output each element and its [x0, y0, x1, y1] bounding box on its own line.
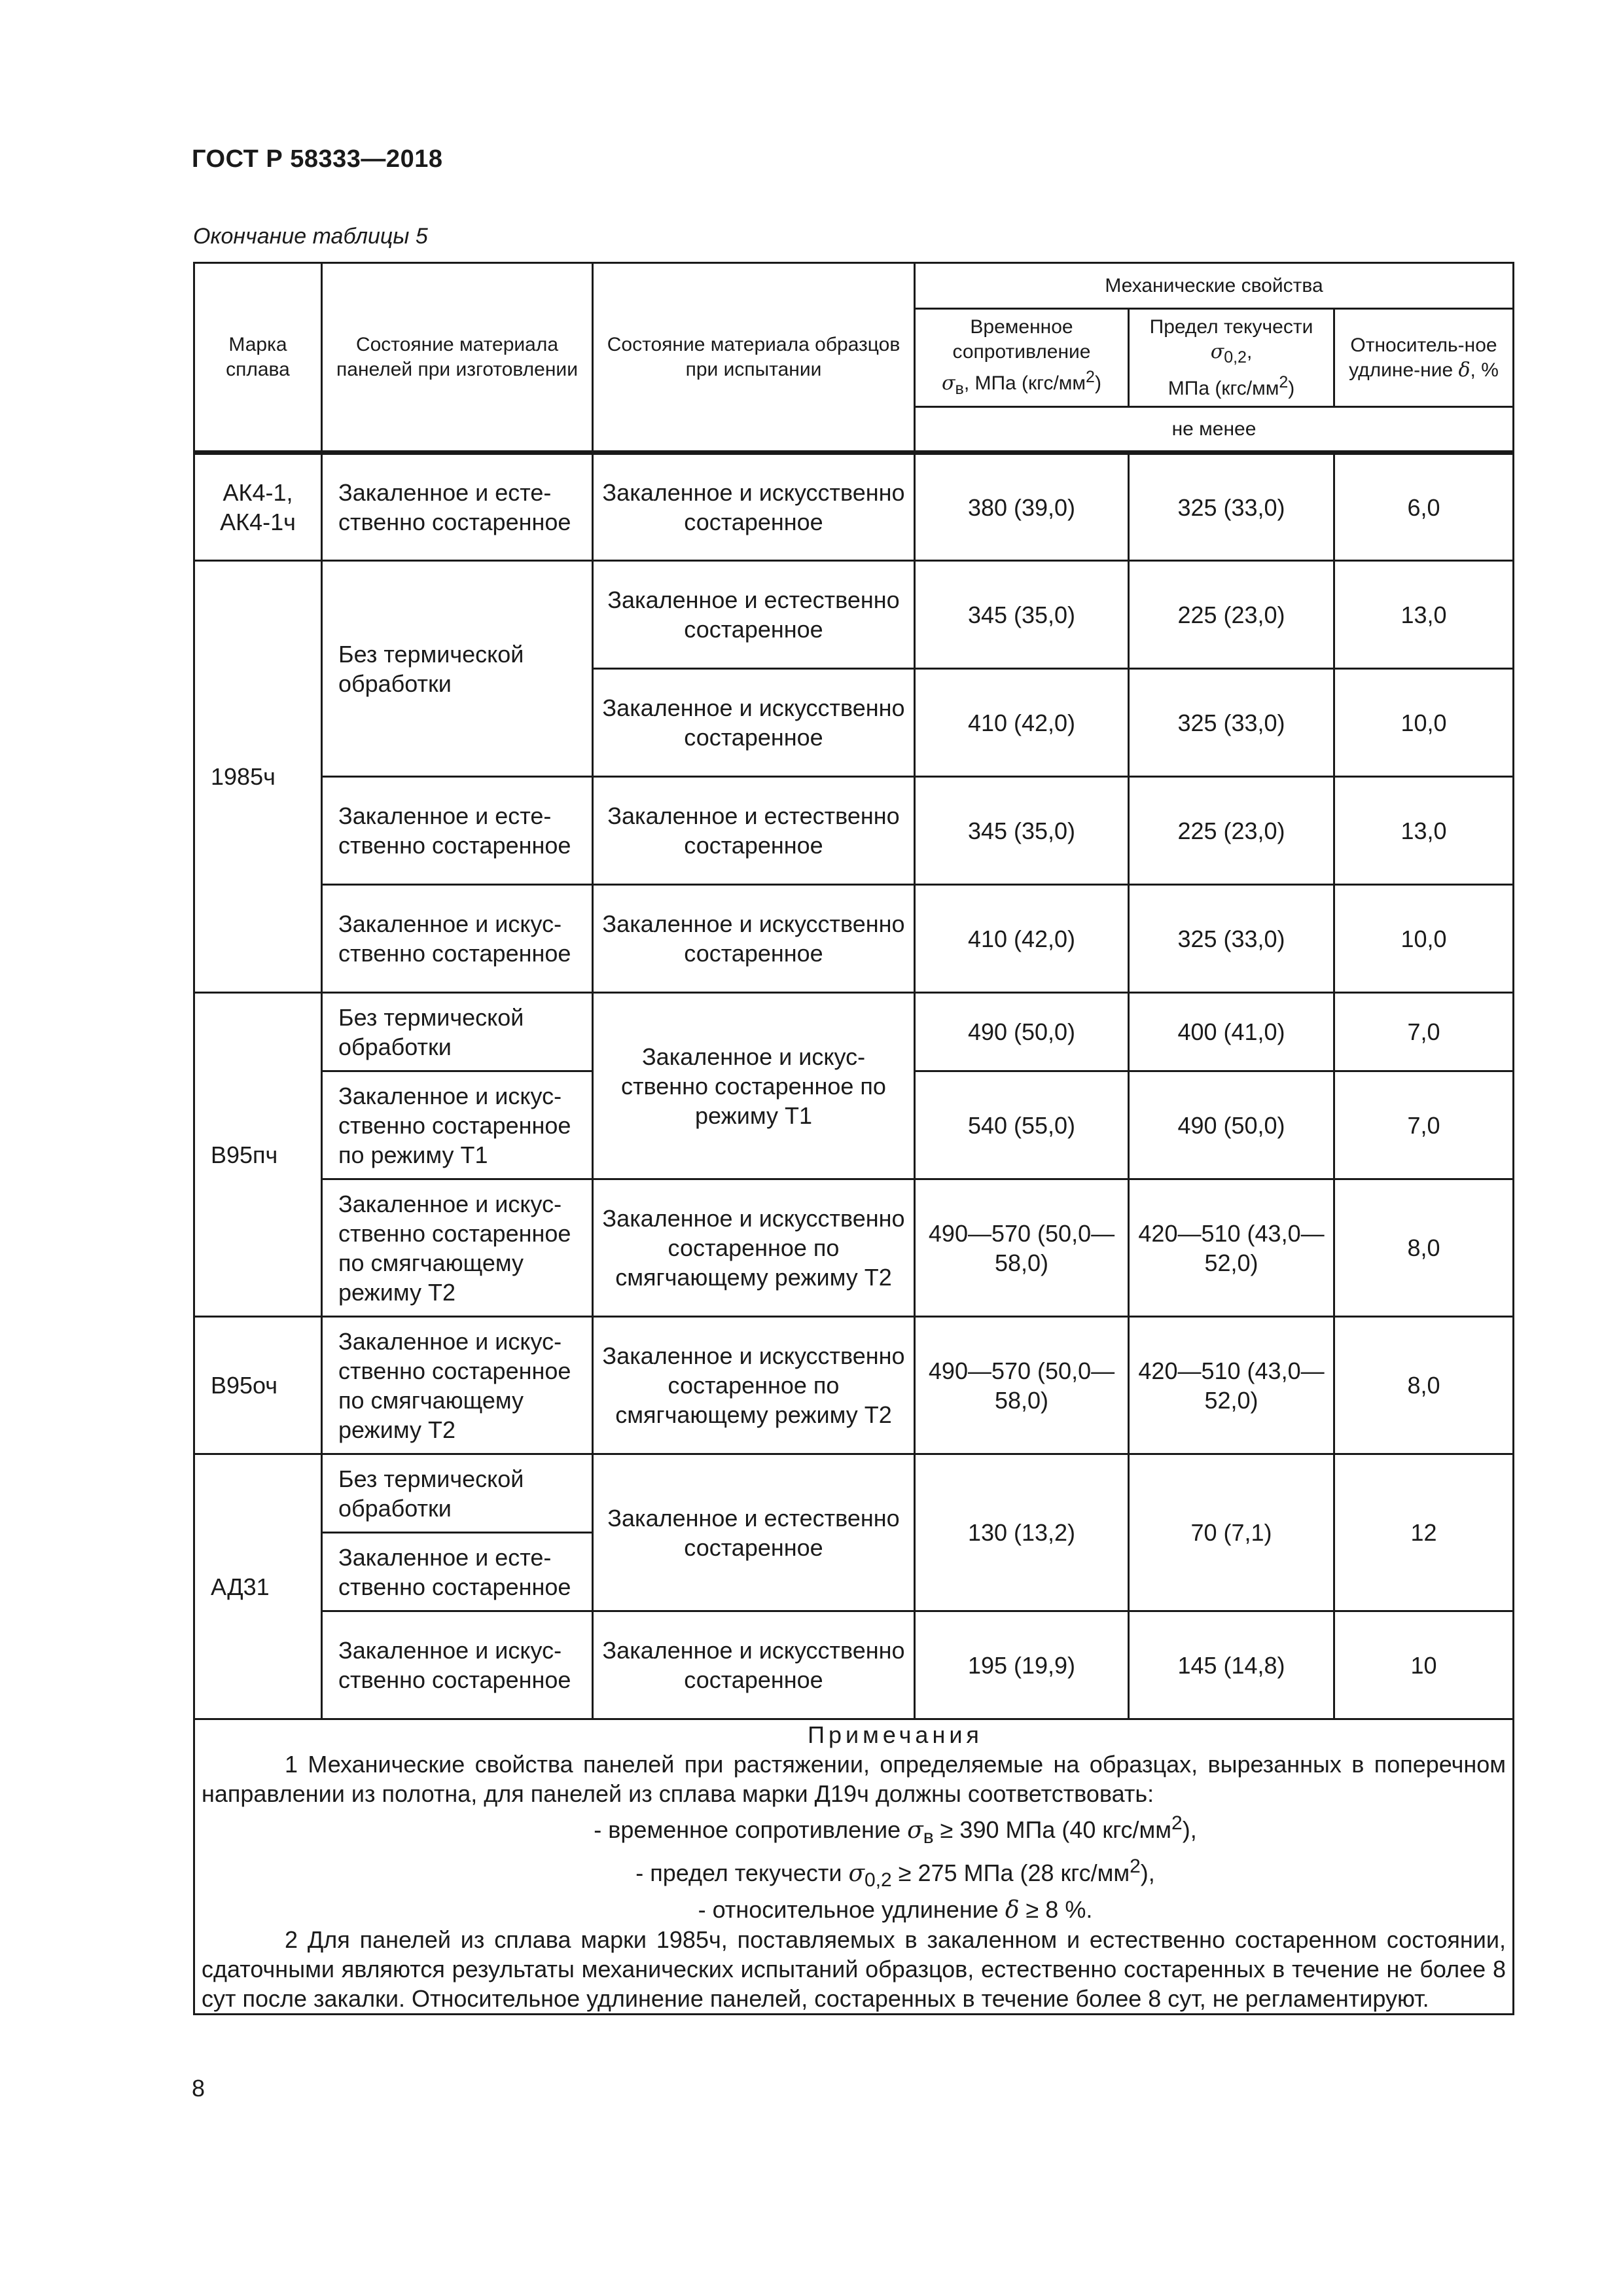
elongation-cell: 7,0	[1334, 1071, 1514, 1179]
yield-cell: 225 (23,0)	[1129, 561, 1334, 669]
note-1-item	[202, 1808, 1506, 1852]
properties-table	[193, 262, 1514, 2015]
sample-state-cell: Закаленное и искусственно состаренное	[593, 453, 915, 561]
panel-state-cell: Закаленное и есте-ственно состаренное	[322, 453, 593, 561]
header-minimum: не менее	[915, 407, 1514, 453]
header-yield-unit: МПа (кгс/мм	[1168, 377, 1279, 399]
sigma-symbol: σ	[1210, 340, 1224, 363]
header-grade: Марка сплава	[194, 263, 322, 453]
elongation-cell: 8,0	[1334, 1179, 1514, 1317]
tensile-cell: 540 (55,0)	[915, 1071, 1129, 1179]
elongation-cell: 10,0	[1334, 669, 1514, 777]
header-tensile-strength	[915, 309, 1129, 407]
grade-cell: 1985ч	[194, 561, 322, 993]
table-row	[194, 1179, 1514, 1317]
header-tensile-unit: , МПа (кгс/мм	[963, 372, 1086, 394]
elongation-cell: 13,0	[1334, 777, 1514, 885]
panel-state-cell: Закаленное и есте-ственно состаренное	[322, 777, 593, 885]
yield-cell: 400 (41,0)	[1129, 993, 1334, 1071]
panel-state-cell: Без термической обработки	[322, 561, 593, 777]
superscript: 2	[1086, 367, 1095, 386]
tensile-cell: 130 (13,2)	[915, 1454, 1129, 1611]
delta-symbol: δ	[1005, 1897, 1020, 1924]
subscript: 0,2	[1224, 348, 1247, 367]
table-row	[194, 777, 1514, 885]
grade-cell: В95пч	[194, 993, 322, 1317]
note-2: 2 Для панелей из сплава марки 1985ч, поставляемых в закаленном и естественно состаренном состоянии, сдаточными являются результаты механических испытаний образцов, естественно состаренных в течение не более 8 сут после закалки. Относительное удлинение панелей, состаренных в течение более 8 сут, не регламентируют.	[202, 1926, 1507, 2013]
sigma-symbol: σ	[907, 1817, 923, 1844]
header-yield-close: )	[1288, 377, 1295, 399]
table-row	[194, 453, 1514, 561]
note-item-text: - временное сопротивление	[594, 1816, 908, 1843]
notes-block	[194, 1719, 1514, 2015]
panel-state-cell: Без термической обработки	[322, 1454, 593, 1533]
tensile-cell: 345 (35,0)	[915, 561, 1129, 669]
tensile-cell: 490—570 (50,0—58,0)	[915, 1317, 1129, 1454]
superscript: 2	[1279, 372, 1289, 391]
subscript: в	[955, 379, 964, 398]
header-tensile-close: )	[1094, 372, 1101, 394]
note-item-text: ),	[1182, 1816, 1197, 1843]
note-item-text: ≥ 8 %.	[1019, 1896, 1093, 1924]
header-panel-state: Состояние материала панелей при изготовлении	[322, 263, 593, 453]
note-item-text: - предел текучести	[635, 1859, 849, 1887]
note-item-text: ≥ 275 МПа (28 кгс/мм	[891, 1859, 1130, 1887]
panel-state-cell: Без термической обработки	[322, 993, 593, 1071]
tensile-cell: 490—570 (50,0—58,0)	[915, 1179, 1129, 1317]
sample-state-cell: Закаленное и искусственно состаренное по смягчающему режиму Т2	[593, 1179, 915, 1317]
subscript: в	[923, 1826, 934, 1848]
header-sample-state: Состояние материала образцов при испытании	[593, 263, 915, 453]
yield-cell: 325 (33,0)	[1129, 885, 1334, 993]
sample-state-cell: Закаленное и искусственно состаренное	[593, 669, 915, 777]
header-yield-text: Предел текучести	[1149, 315, 1313, 338]
header-elongation	[1334, 309, 1514, 407]
grade-cell: АД31	[194, 1454, 322, 1719]
table-row	[194, 1317, 1514, 1454]
table-row	[194, 885, 1514, 993]
standard-designation: ГОСТ Р 58333—2018	[192, 145, 443, 173]
table-row	[194, 561, 1514, 669]
elongation-cell: 6,0	[1334, 453, 1514, 561]
sample-state-cell: Закаленное и естественно состаренное	[593, 561, 915, 669]
elongation-cell: 7,0	[1334, 993, 1514, 1071]
sample-state-cell: Закаленное и естественно состаренное	[593, 777, 915, 885]
yield-cell: 325 (33,0)	[1129, 453, 1334, 561]
tensile-cell: 490 (50,0)	[915, 993, 1129, 1071]
header-mechanical-properties: Механические свойства	[915, 263, 1514, 309]
table-row	[194, 1454, 1514, 1533]
header-elongation-text: Относитель-ное удлине-ние	[1349, 334, 1497, 381]
sample-state-cell: Закаленное и искусственно состаренное по смягчающему режиму Т2	[593, 1317, 915, 1454]
grade-cell: В95оч	[194, 1317, 322, 1454]
elongation-cell: 10,0	[1334, 885, 1514, 993]
elongation-cell: 12	[1334, 1454, 1514, 1611]
superscript: 2	[1171, 1812, 1183, 1834]
yield-cell: 490 (50,0)	[1129, 1071, 1334, 1179]
sample-state-cell: Закаленное и искусственно состаренное	[593, 1611, 915, 1719]
elongation-cell: 13,0	[1334, 561, 1514, 669]
yield-cell: 145 (14,8)	[1129, 1611, 1334, 1719]
delta-symbol: δ	[1458, 358, 1471, 382]
header-yield-strength	[1129, 309, 1334, 407]
sample-state-cell: Закаленное и искусственно состаренное	[593, 885, 915, 993]
subscript: 0,2	[865, 1869, 892, 1892]
yield-cell: 420—510 (43,0—52,0)	[1129, 1317, 1334, 1454]
yield-cell: 420—510 (43,0—52,0)	[1129, 1179, 1334, 1317]
panel-state-cell: Закаленное и искус-ственно состаренное по режиму Т1	[322, 1071, 593, 1179]
sigma-symbol: σ	[848, 1860, 865, 1888]
header-tensile-text: Временное сопротивление	[952, 315, 1091, 363]
panel-state-cell: Закаленное и искус-ственно состаренное	[322, 1611, 593, 1719]
tensile-cell: 410 (42,0)	[915, 669, 1129, 777]
table-row	[194, 993, 1514, 1071]
note-item-text: ≥ 390 МПа (40 кгс/мм	[933, 1816, 1172, 1843]
elongation-cell: 10	[1334, 1611, 1514, 1719]
panel-state-cell: Закаленное и есте-ственно состаренное	[322, 1533, 593, 1611]
tensile-cell: 195 (19,9)	[915, 1611, 1129, 1719]
note-item-text: - относительное удлинение	[698, 1896, 1005, 1924]
sample-state-cell: Закаленное и искус-ственно состаренное по режиму Т1	[593, 993, 915, 1179]
table-caption: Окончание таблицы 5	[193, 224, 428, 249]
tensile-cell: 380 (39,0)	[915, 453, 1129, 561]
note-item-text: ),	[1140, 1859, 1155, 1887]
panel-state-cell: Закаленное и искус-ственно состаренное	[322, 885, 593, 993]
table-row	[194, 1611, 1514, 1719]
yield-cell: 325 (33,0)	[1129, 669, 1334, 777]
sigma-symbol: σ	[942, 371, 955, 395]
note-1-item	[202, 1852, 1506, 1895]
yield-cell: 225 (23,0)	[1129, 777, 1334, 885]
superscript: 2	[1130, 1856, 1141, 1878]
header-yield-comma: ,	[1246, 340, 1253, 363]
tensile-cell: 345 (35,0)	[915, 777, 1129, 885]
tensile-cell: 410 (42,0)	[915, 885, 1129, 993]
note-1: 1 Механические свойства панелей при растяжении, определяемые на образцах, вырезанных в поперечном направлении из полотна, для панелей из сплава марки Д19ч должны соответствовать:	[202, 1751, 1507, 1807]
notes-title: Примечания	[808, 1721, 983, 1748]
sample-state-cell: Закаленное и естественно состаренное	[593, 1454, 915, 1611]
elongation-cell: 8,0	[1334, 1317, 1514, 1454]
header-elongation-unit: , %	[1470, 359, 1499, 381]
grade-cell: АК4-1, АК4-1ч	[194, 453, 322, 561]
page-number: 8	[192, 2075, 205, 2102]
yield-cell: 70 (7,1)	[1129, 1454, 1334, 1611]
panel-state-cell: Закаленное и искус-ственно состаренное по смягчающему режиму Т2	[322, 1179, 593, 1317]
panel-state-cell: Закаленное и искус-ственно состаренное по смягчающему режиму Т2	[322, 1317, 593, 1454]
note-1-item	[202, 1895, 1506, 1925]
